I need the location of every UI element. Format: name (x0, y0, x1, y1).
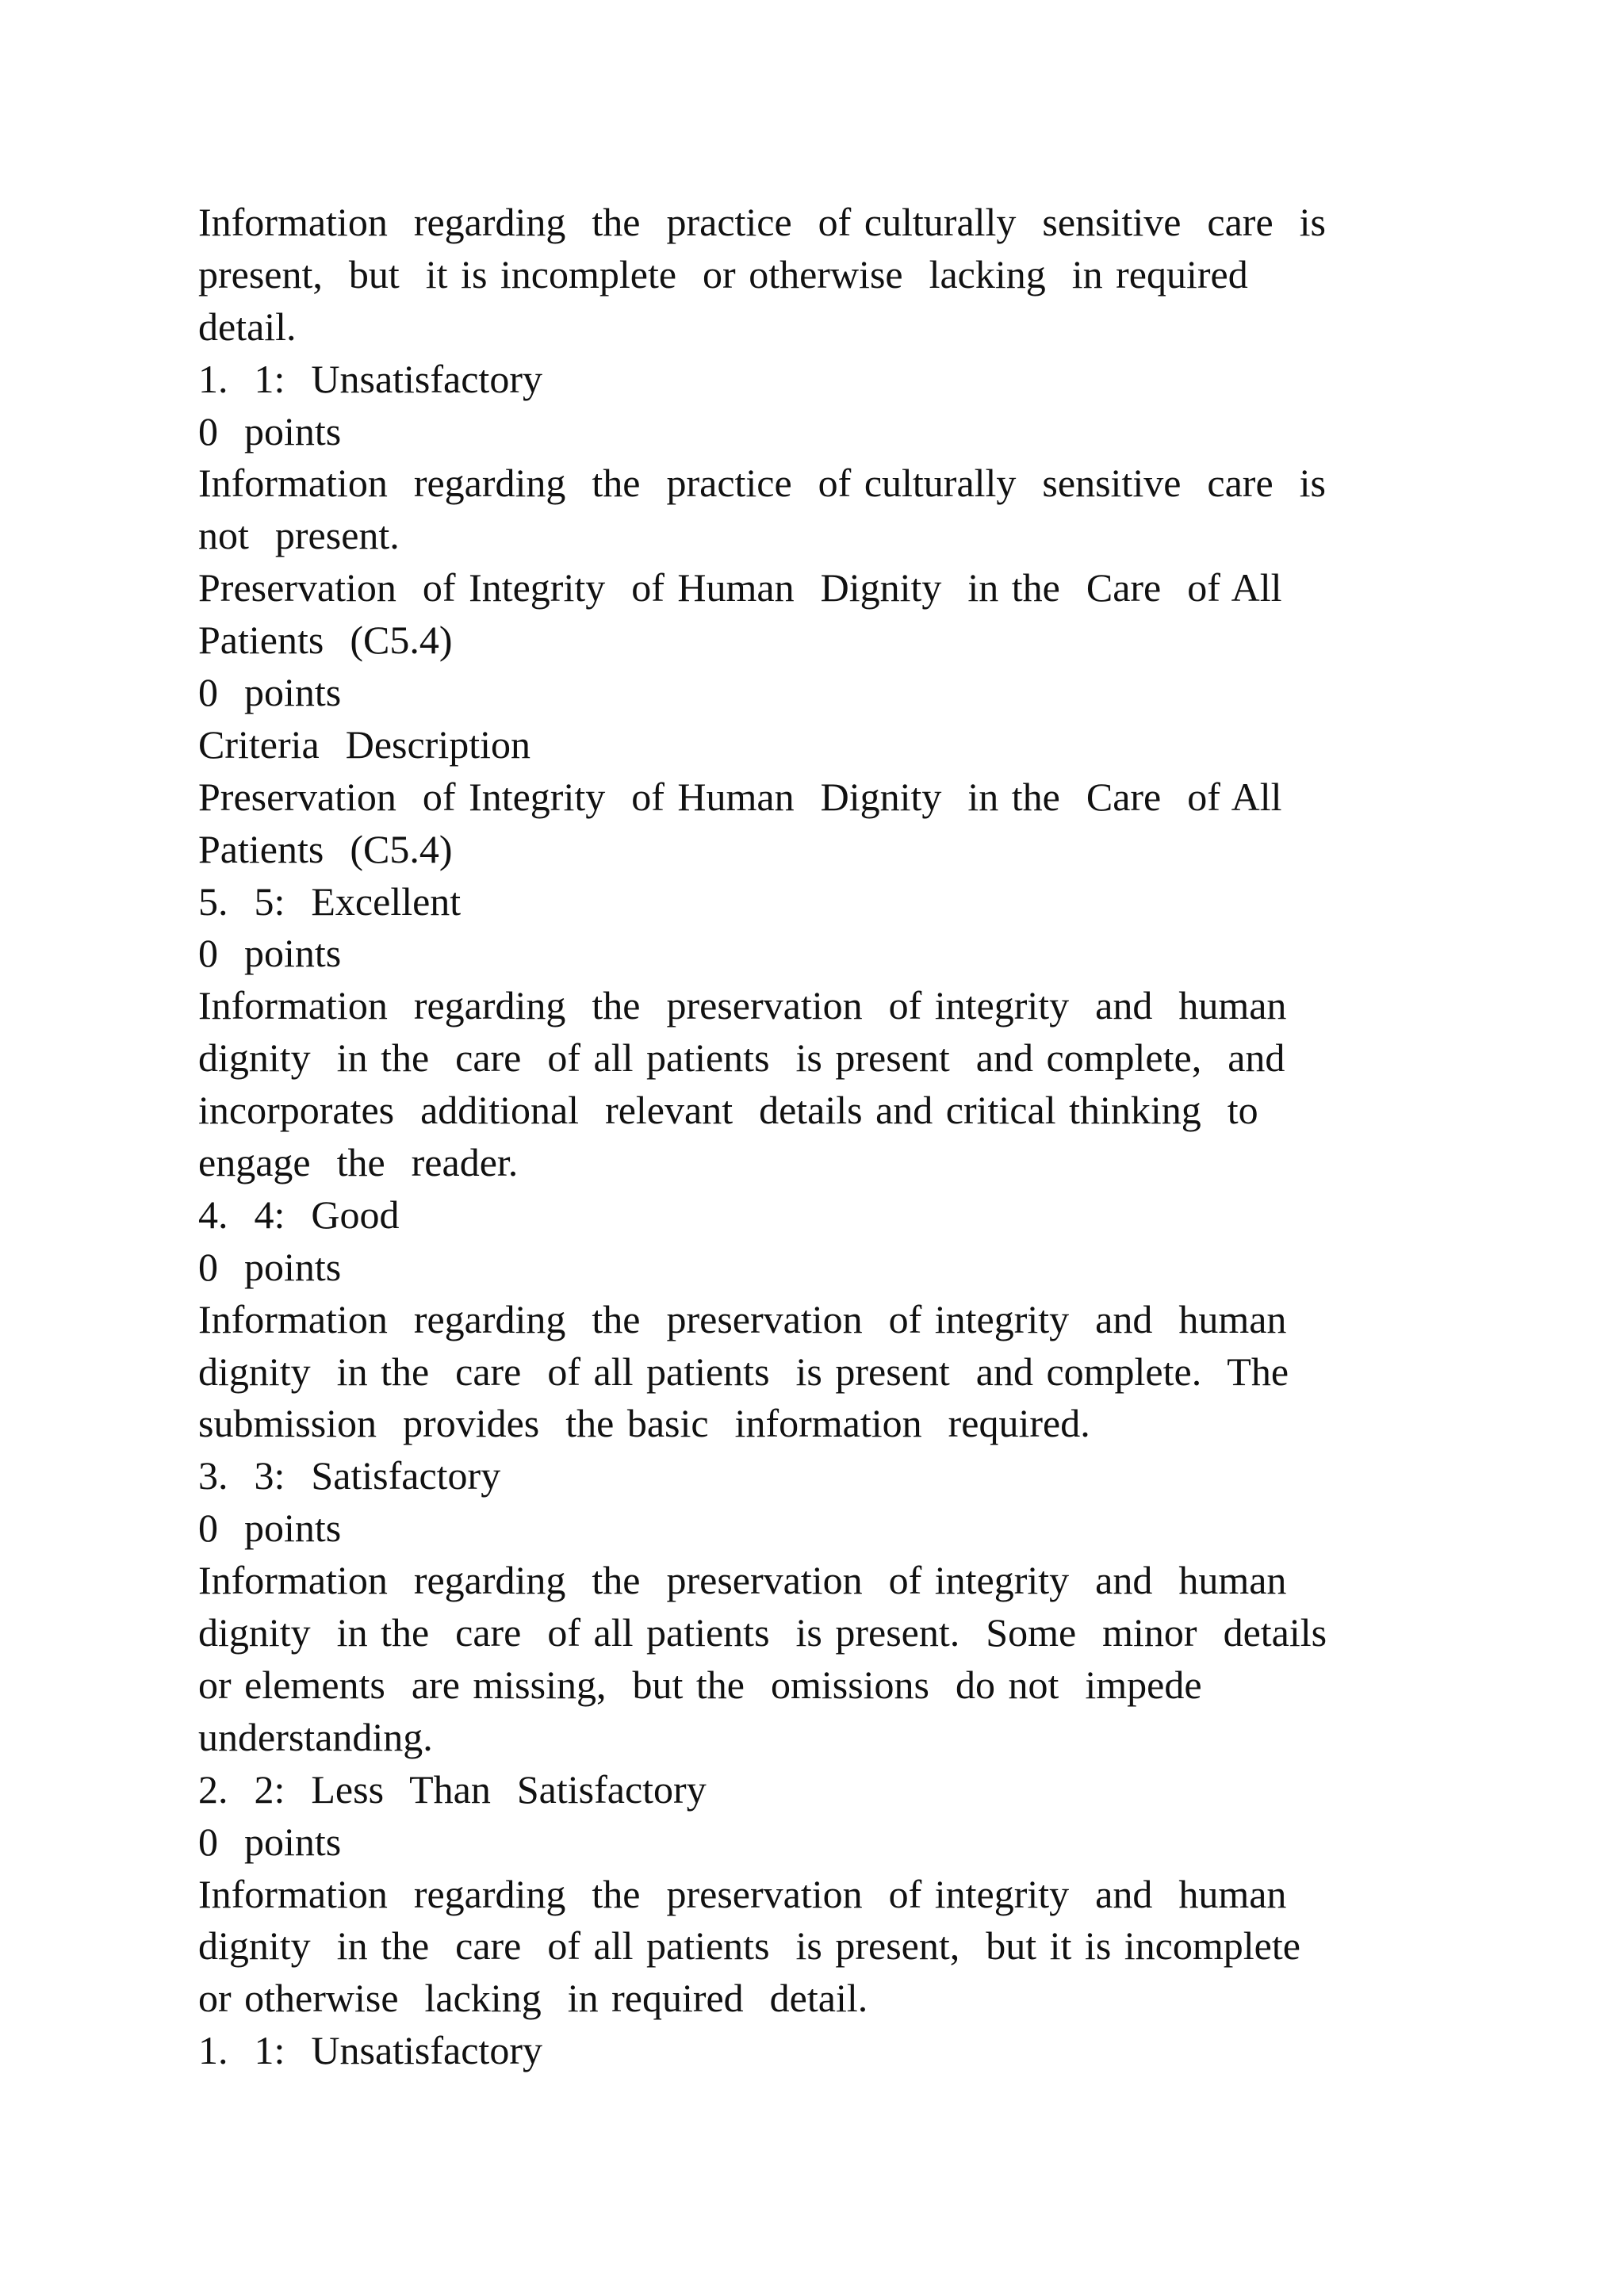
text-line: dignity in the care of all patients is present. Some minor details (198, 1610, 1327, 1655)
points-label: 0 points (198, 1819, 342, 1864)
text-line: understanding. (198, 1714, 433, 1759)
criterion-title: Preservation of Integrity of Human Dignity in the Care of All (198, 565, 1282, 610)
text-line: dignity in the care of all patients is present and complete. The (198, 1349, 1289, 1394)
rating-heading: 4. 4: Good (198, 1192, 400, 1237)
rating-heading: 1. 1: Unsatisfactory (198, 2028, 542, 2073)
text-line: submission provides the basic information required. (198, 1401, 1090, 1446)
text-line: Information regarding the practice of culturally sensitive care is (198, 200, 1326, 244)
criteria-description-heading: Criteria Description (198, 721, 530, 767)
rating-heading: 1. 1: Unsatisfactory (198, 356, 542, 401)
text-line: detail. (198, 304, 297, 349)
points-label: 0 points (198, 408, 342, 453)
text-line: engage the reader. (198, 1140, 519, 1185)
points-label: 0 points (198, 1244, 342, 1289)
points-label: 0 points (198, 1506, 342, 1551)
text-line: incorporates additional relevant details and critical thinking to (198, 1088, 1258, 1133)
rating-heading: 2. 2: Less Than Satisfactory (198, 1766, 707, 1812)
text-line: Information regarding the preservation of integrity and human (198, 983, 1287, 1028)
text-line: or elements are missing, but the omissions do not impede (198, 1662, 1202, 1707)
text-line: present, but it is incomplete or otherwise lacking in required (198, 251, 1248, 297)
text-line: not present. (198, 513, 400, 558)
text-line: Information regarding the preservation of integrity and human (198, 1871, 1287, 1916)
text-line: Information regarding the preservation of integrity and human (198, 1296, 1287, 1341)
text-line: dignity in the care of all patients is present, but it is incomplete (198, 1923, 1300, 1969)
criterion-title: Patients (C5.4) (198, 618, 453, 663)
criterion-title: Preservation of Integrity of Human Dignity in the Care of All (198, 774, 1282, 819)
rating-heading: 5. 5: Excellent (198, 878, 462, 924)
text-line: Information regarding the preservation of integrity and human (198, 1558, 1287, 1603)
points-label: 0 points (198, 931, 342, 976)
text-line: dignity in the care of all patients is present and complete, and (198, 1035, 1285, 1081)
rating-heading: 3. 3: Satisfactory (198, 1453, 501, 1498)
criterion-title: Patients (C5.4) (198, 826, 453, 871)
text-line: Information regarding the practice of culturally sensitive care is (198, 461, 1326, 506)
points-label: 0 points (198, 670, 342, 715)
text-line: or otherwise lacking in required detail. (198, 1976, 868, 2021)
document-body (198, 197, 1483, 2077)
